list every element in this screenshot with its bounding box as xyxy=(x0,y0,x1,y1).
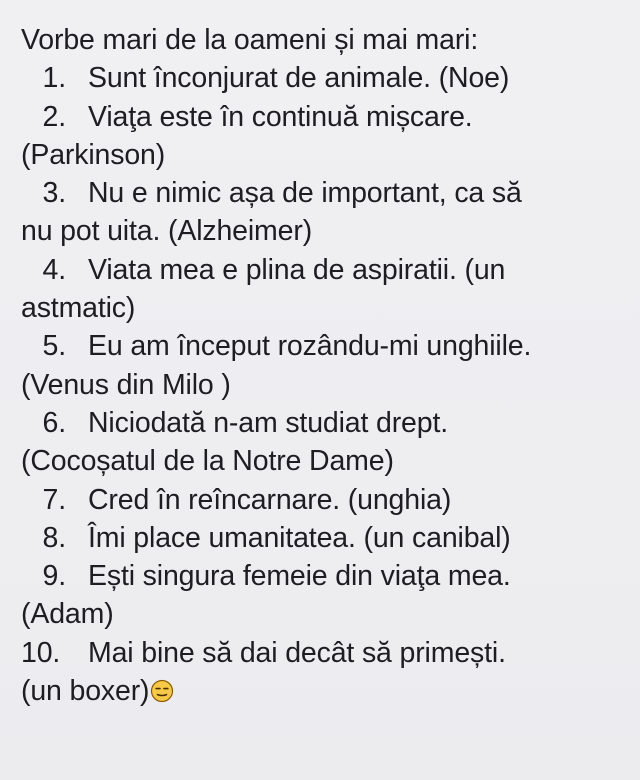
list-item xyxy=(21,404,633,442)
item-text: Viaţa este în continuă mișcare. xyxy=(88,100,473,133)
item-text: Nu e nimic așa de important, ca să xyxy=(88,177,522,210)
item-continuation: astmatic) xyxy=(21,292,136,325)
item-text: Eu am început rozându-mi unghiile. xyxy=(88,330,532,363)
item-number: 7. xyxy=(42,483,66,516)
item-continuation: (Adam) xyxy=(21,598,114,631)
item-continuation-text: (un boxer) xyxy=(21,675,150,708)
list-item xyxy=(21,98,633,136)
item-continuation: (Cocoșatul de la Notre Dame) xyxy=(21,445,394,478)
list-item xyxy=(21,174,633,212)
item-continuation xyxy=(21,672,633,710)
list-item xyxy=(21,557,633,595)
item-number: 6. xyxy=(42,406,66,439)
item-text: Cred în reîncarnare. (unghia) xyxy=(88,483,452,516)
item-number: 1. xyxy=(42,62,66,95)
item-number: 9. xyxy=(42,560,66,593)
item-text: Sunt înconjurat de animale. (Noe) xyxy=(88,62,510,95)
item-text: Niciodată n-am studiat drept. xyxy=(88,406,448,439)
list-item xyxy=(21,481,633,519)
list-item xyxy=(21,59,633,97)
item-text: Ești singura femeie din viaţa mea. xyxy=(88,560,511,593)
item-number: 2. xyxy=(42,100,66,133)
item-continuation: (Parkinson) xyxy=(21,138,166,171)
item-number: 10. xyxy=(21,636,61,669)
text-content xyxy=(21,21,633,710)
list-item xyxy=(21,327,633,365)
item-number: 3. xyxy=(42,177,66,210)
item-number: 4. xyxy=(42,253,66,286)
item-continuation: (Venus din Milo ) xyxy=(21,368,231,401)
item-text: Mai bine să dai decât să primești. xyxy=(88,636,506,669)
list-item xyxy=(21,519,633,557)
list-item xyxy=(21,634,633,672)
item-number: 5. xyxy=(42,330,66,363)
item-text: Viata mea e plina de aspiratii. (un xyxy=(88,253,506,286)
item-continuation: nu pot uita. (Alzheimer) xyxy=(21,215,313,248)
expressionless-face-icon xyxy=(150,679,174,703)
item-number: 8. xyxy=(42,521,66,554)
list-item xyxy=(21,251,633,289)
item-text: Îmi place umanitatea. (un canibal) xyxy=(88,521,511,554)
list-title: Vorbe mari de la oameni și mai mari: xyxy=(21,24,479,56)
